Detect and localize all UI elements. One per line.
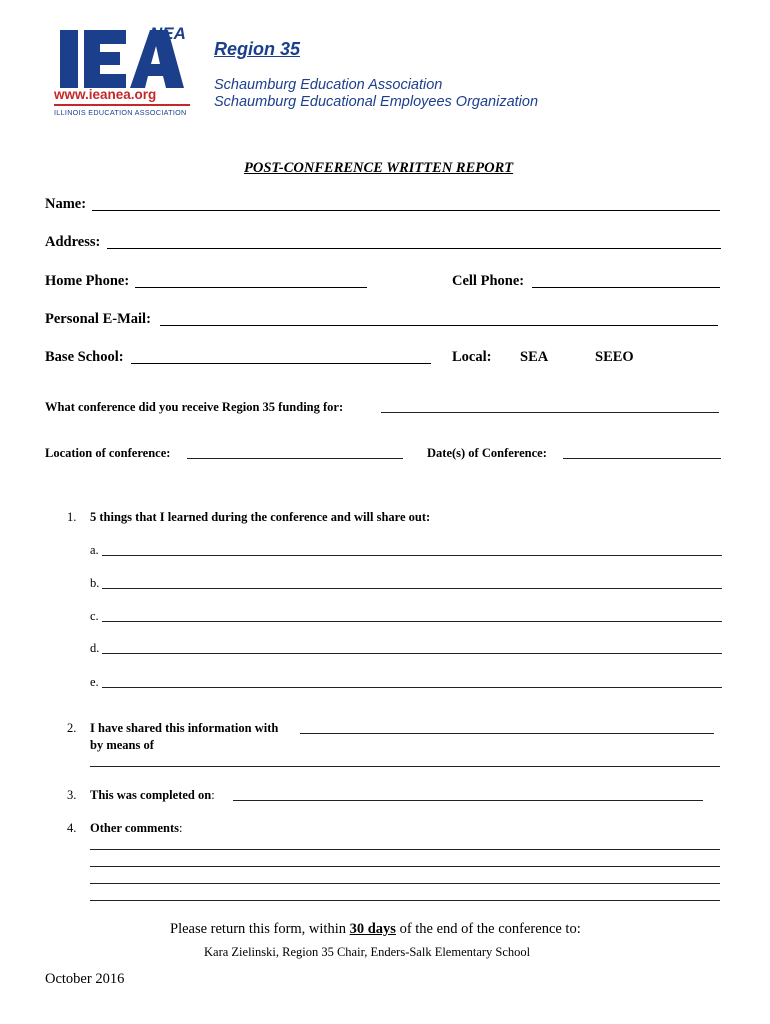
q4-text: Other comments [90, 821, 179, 835]
q4-comments-line-2[interactable] [90, 866, 720, 867]
dates-label: Date(s) of Conference: [427, 446, 547, 460]
name-label: Name: [45, 196, 87, 212]
location-label: Location of conference: [45, 446, 171, 460]
q4-comments-line-4[interactable] [90, 900, 720, 901]
return-suffix: of the end of the conference to: [395, 921, 581, 937]
logo-subtitle: ILLINOIS EDUCATION ASSOCIATION [54, 108, 187, 117]
q1-item-c-field[interactable] [102, 621, 722, 622]
q2-shared-with-field[interactable] [300, 733, 714, 734]
q3-date-field[interactable] [233, 800, 703, 801]
q1-item-d-label: d. [90, 641, 100, 655]
q1-item-b-label: b. [90, 576, 100, 590]
q2-number: 2. [67, 721, 77, 735]
q1-item-e-label: e. [90, 675, 99, 689]
dates-field[interactable] [563, 458, 721, 459]
q3-colon: : [211, 788, 215, 802]
home-phone-label: Home Phone: [45, 273, 130, 289]
q3-number: 3. [67, 788, 77, 802]
base-school-label: Base School: [45, 349, 124, 365]
q2-text-means: by means of [90, 738, 154, 752]
return-prefix: Please return this form, within [170, 921, 350, 937]
nea-wordmark: NEA [150, 24, 186, 43]
address-field[interactable] [107, 248, 721, 249]
org-line-2: Schaumburg Educational Employees Organization [214, 94, 539, 110]
org-line-1: Schaumburg Education Association [214, 77, 443, 93]
q4-number: 4. [67, 821, 77, 835]
q3-text: This was completed on [90, 788, 212, 802]
iea-logo [54, 24, 194, 120]
address-label: Address: [45, 234, 101, 250]
q4-comments-line-1[interactable] [90, 849, 720, 850]
region-heading: Region 35 [214, 39, 301, 59]
return-deadline: 30 days [349, 921, 396, 937]
base-school-field[interactable] [131, 363, 431, 364]
q4-colon: : [178, 821, 183, 835]
q3-label [90, 788, 215, 803]
return-contact: Kara Zielinski, Region 35 Chair, Enders-Salk Elementary School [204, 945, 531, 959]
email-label: Personal E-Mail: [45, 311, 151, 327]
q1-text: 5 things that I learned during the conference and will share out: [90, 510, 431, 524]
q2-text: I have shared this information with [90, 721, 279, 735]
return-instructions [170, 921, 581, 938]
q1-number: 1. [67, 510, 77, 524]
q1-item-a-label: a. [90, 543, 99, 557]
q1-item-c-label: c. [90, 609, 99, 623]
cell-phone-label: Cell Phone: [452, 273, 525, 289]
q2-means-field[interactable] [90, 766, 720, 767]
name-field[interactable] [92, 210, 720, 211]
local-option-sea[interactable]: SEA [520, 349, 549, 365]
location-field[interactable] [187, 458, 403, 459]
q1-item-e-field[interactable] [102, 687, 722, 688]
q1-item-b-field[interactable] [102, 588, 722, 589]
logo-url: www.ieanea.org [54, 87, 157, 102]
conference-question: What conference did you receive Region 35 funding for: [45, 400, 344, 414]
cell-phone-field[interactable] [532, 287, 720, 288]
home-phone-field[interactable] [135, 287, 367, 288]
email-field[interactable] [160, 325, 718, 326]
form-title: POST-CONFERENCE WRITTEN REPORT [244, 160, 514, 176]
q1-item-a-field[interactable] [102, 555, 722, 556]
q4-label [90, 821, 182, 836]
form-date: October 2016 [45, 971, 125, 987]
conference-name-field[interactable] [381, 412, 719, 413]
q1-item-d-field[interactable] [102, 653, 722, 654]
logo-divider [54, 104, 190, 106]
q4-comments-line-3[interactable] [90, 883, 720, 884]
local-label: Local: [452, 349, 492, 365]
local-option-seeo[interactable]: SEEO [595, 349, 634, 365]
